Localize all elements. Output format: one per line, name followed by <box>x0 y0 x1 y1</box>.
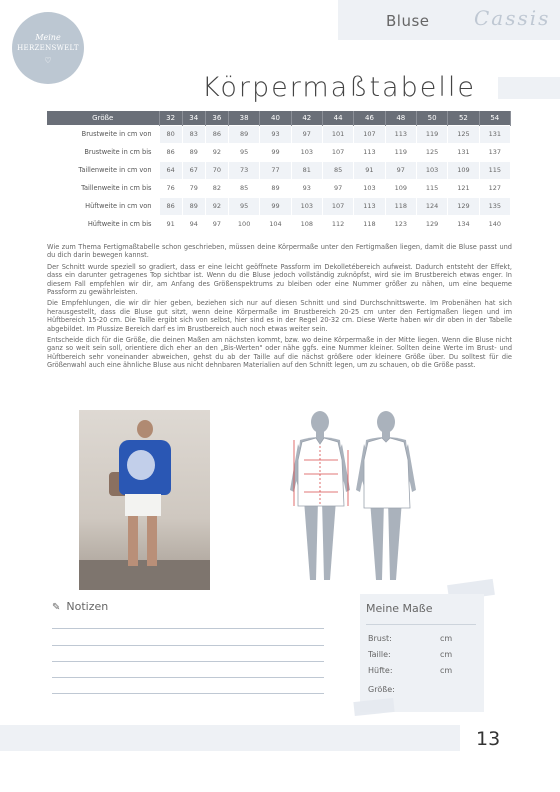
table-cell: 95 <box>228 143 259 161</box>
pen-icon: ✎ <box>52 602 61 613</box>
pattern-type: Bluse <box>386 12 430 30</box>
note-line[interactable] <box>52 677 324 678</box>
size-header-cell: 40 <box>260 111 291 125</box>
title-accent-bar <box>498 77 560 99</box>
table-cell: 121 <box>448 179 479 197</box>
table-cell: 76 <box>159 179 182 197</box>
table-cell: 89 <box>182 143 205 161</box>
table-row <box>47 215 511 233</box>
bust-label: Brust: <box>368 634 392 643</box>
table-cell: 79 <box>182 179 205 197</box>
measurement-figure <box>282 410 422 585</box>
size-header-cell: 54 <box>479 111 510 125</box>
size-header-row <box>47 111 511 125</box>
size-header-cell: 52 <box>448 111 479 125</box>
hip-label: Hüfte: <box>368 666 393 675</box>
card-divider <box>366 624 476 625</box>
table-cell: 129 <box>416 215 447 233</box>
card-title: Meine Maße <box>366 602 433 615</box>
logo-line2: HERZENSWELT <box>17 44 79 52</box>
logo <box>12 12 84 84</box>
brand-name: Cassis <box>474 6 551 30</box>
table-row <box>47 179 511 197</box>
table-cell: 103 <box>354 179 385 197</box>
body-text <box>47 243 512 373</box>
table-cell: 92 <box>205 197 228 215</box>
table-cell: 94 <box>182 215 205 233</box>
size-header-cell: 38 <box>228 111 259 125</box>
size-header-cell: 48 <box>385 111 416 125</box>
table-cell: 107 <box>354 125 385 143</box>
logo-line1: Meine <box>35 33 61 42</box>
table-cell: 113 <box>385 125 416 143</box>
table-cell: 118 <box>354 215 385 233</box>
my-measurements-card <box>360 594 484 712</box>
size-header-cell: 36 <box>205 111 228 125</box>
table-cell: 86 <box>205 125 228 143</box>
table-cell: 135 <box>479 197 510 215</box>
waist-unit: cm <box>440 650 453 659</box>
table-cell: 125 <box>416 143 447 161</box>
table-cell: 127 <box>479 179 510 197</box>
table-cell: 131 <box>448 143 479 161</box>
table-cell: 97 <box>205 215 228 233</box>
table-cell: 113 <box>354 143 385 161</box>
table-row <box>47 143 511 161</box>
size-header-cell: 50 <box>416 111 447 125</box>
notes-label: Notizen <box>66 600 109 613</box>
table-cell: 64 <box>159 161 182 179</box>
table-cell: 115 <box>479 161 510 179</box>
row-label: Taillenweite in cm bis <box>47 179 159 197</box>
table-cell: 101 <box>322 125 353 143</box>
row-label: Taillenweite in cm von <box>47 161 159 179</box>
row-label: Hüftweite in cm von <box>47 197 159 215</box>
table-cell: 104 <box>260 215 291 233</box>
table-row <box>47 125 511 143</box>
notes-heading <box>52 600 108 613</box>
table-cell: 80 <box>159 125 182 143</box>
table-cell: 99 <box>260 143 291 161</box>
table-cell: 97 <box>291 125 322 143</box>
table-cell: 108 <box>291 215 322 233</box>
tape-decoration <box>353 698 394 716</box>
table-cell: 99 <box>260 197 291 215</box>
table-cell: 119 <box>385 143 416 161</box>
size-header-cell: 44 <box>322 111 353 125</box>
table-cell: 83 <box>182 125 205 143</box>
table-cell: 89 <box>228 125 259 143</box>
table-row <box>47 197 511 215</box>
table-cell: 134 <box>448 215 479 233</box>
table-cell: 113 <box>354 197 385 215</box>
table-cell: 137 <box>479 143 510 161</box>
table-cell: 109 <box>385 179 416 197</box>
table-cell: 100 <box>228 215 259 233</box>
table-row <box>47 161 511 179</box>
table-cell: 124 <box>416 197 447 215</box>
hip-unit: cm <box>440 666 453 675</box>
table-cell: 67 <box>182 161 205 179</box>
table-cell: 86 <box>159 197 182 215</box>
size-header-cell: 42 <box>291 111 322 125</box>
note-line[interactable] <box>52 628 324 629</box>
table-cell: 107 <box>322 197 353 215</box>
table-cell: 103 <box>291 143 322 161</box>
table-cell: 109 <box>448 161 479 179</box>
table-cell: 129 <box>448 197 479 215</box>
table-cell: 103 <box>416 161 447 179</box>
table-cell: 131 <box>479 125 510 143</box>
paragraph: Der Schnitt wurde speziell so gradiert, dass er eine leicht geöffnete Passform im Dekolletébereich aufweist. Dadurch entsteht der Effekt, dass ein darunter getragenes Top sichtbar ist. Wenn du die Bluse jedoch vollständig zuknöpfst, wird sie im Brustbereich etwas enger. In diesem Fall empfehlen wir dir, am Anfang des Größenspektrums zu bleiben oder eine Nummer größer zu nähen, um eine bequeme Passform zu gewährleisten. <box>47 262 512 297</box>
table-cell: 115 <box>416 179 447 197</box>
row-label: Hüftweite in cm bis <box>47 215 159 233</box>
table-cell: 140 <box>479 215 510 233</box>
row-label: Brustweite in cm bis <box>47 143 159 161</box>
size-table <box>47 111 511 233</box>
header-bar <box>338 0 560 40</box>
size-header-cell: 34 <box>182 111 205 125</box>
table-cell: 93 <box>260 125 291 143</box>
table-cell: 77 <box>260 161 291 179</box>
paragraph: Wie zum Thema Fertigmaßtabelle schon geschrieben, müssen deine Körpermaße unter den Fertigmaßen liegen, damit die Bluse passt und du dich darin bewegen kannst. <box>47 243 512 260</box>
table-cell: 103 <box>291 197 322 215</box>
table-cell: 95 <box>228 197 259 215</box>
bust-unit: cm <box>440 634 453 643</box>
size-header-label: Größe <box>47 111 159 125</box>
size-label: Größe: <box>368 685 395 694</box>
footer-bar <box>0 725 460 751</box>
table-cell: 91 <box>159 215 182 233</box>
note-line[interactable] <box>52 645 324 646</box>
table-cell: 91 <box>354 161 385 179</box>
table-cell: 107 <box>322 143 353 161</box>
size-header-cell: 46 <box>354 111 385 125</box>
table-cell: 89 <box>260 179 291 197</box>
page-number: 13 <box>476 728 501 750</box>
heart-icon: ♡ <box>44 56 52 65</box>
table-cell: 86 <box>159 143 182 161</box>
table-cell: 97 <box>322 179 353 197</box>
table-cell: 82 <box>205 179 228 197</box>
table-cell: 92 <box>205 143 228 161</box>
table-cell: 97 <box>385 161 416 179</box>
page-title: Körpermaßtabelle <box>202 72 476 103</box>
note-line[interactable] <box>52 693 324 694</box>
row-label: Brustweite in cm von <box>47 125 159 143</box>
table-cell: 125 <box>448 125 479 143</box>
table-cell: 89 <box>182 197 205 215</box>
table-cell: 123 <box>385 215 416 233</box>
paragraph: Entscheide dich für die Größe, die deinen Maßen am nächsten kommt, bzw. wo deine Körpermaße in der Mitte liegen. Wenn die Bluse nicht ganz so weit sein soll, orientiere dich eher an den „Bis-Werten" oder nähe ggfs. eine Nummer kleiner. Sollten deine Werte im Brust- und Hüftbereich sehr voneinander abweichen, gehst du ab der Taille auf die nächst größere oder kleinere Größe über. Du solltest für die Größenwahl auch eine ähnliche Bluse aus nicht dehnbaren Materialien auf den Schnitt legen, um zu schauen, ob die Größe passt. <box>47 336 512 370</box>
table-cell: 119 <box>416 125 447 143</box>
waist-label: Taille: <box>368 650 391 659</box>
paragraph: Die Empfehlungen, die wir dir hier geben, beziehen sich nur auf diesen Schnitt und sind Durchschnittswerte. Im Probenähen hat sich herausgestellt, dass die Bluse gut sitzt, wenn deine Körpermaße im Brustbereich 20-25 cm unter den Fertigmaßen liegen und im Hüftbereich 15-20 cm. Die Taille ergibt sich von selbst, hier sind es in der Regel 20-32 cm. Diese Werte haben wir dir oben in der Tabelle abgebildet. Im Plussize Bereich darf es im Brustbereich auch noch etwas weiter sein. <box>47 299 512 333</box>
note-line[interactable] <box>52 661 324 662</box>
model-photo <box>79 410 210 590</box>
table-cell: 70 <box>205 161 228 179</box>
table-cell: 81 <box>291 161 322 179</box>
table-cell: 73 <box>228 161 259 179</box>
table-cell: 118 <box>385 197 416 215</box>
table-cell: 93 <box>291 179 322 197</box>
table-cell: 112 <box>322 215 353 233</box>
table-cell: 85 <box>322 161 353 179</box>
size-header-cell: 32 <box>159 111 182 125</box>
table-cell: 85 <box>228 179 259 197</box>
